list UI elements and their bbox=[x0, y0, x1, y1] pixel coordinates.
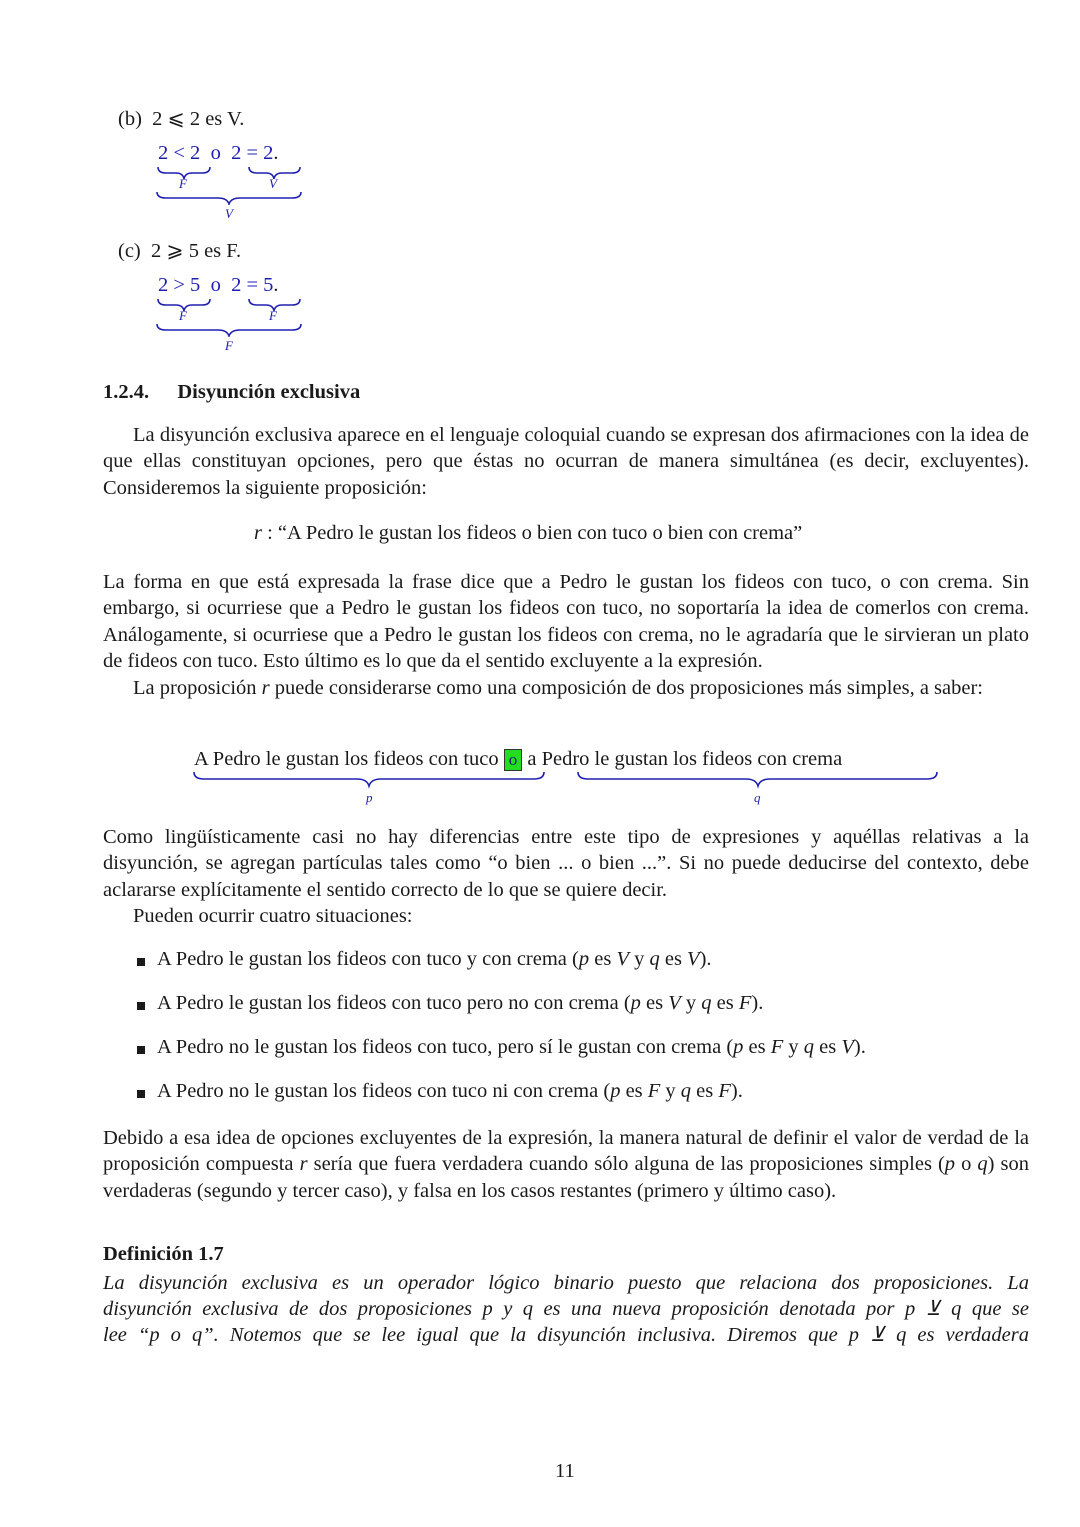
word: ). bbox=[699, 948, 712, 970]
left-comparison: 2 > 5 bbox=[158, 274, 201, 296]
var-q: q bbox=[701, 992, 712, 1014]
word: es bbox=[659, 948, 688, 970]
intro-paragraph bbox=[103, 422, 1029, 501]
word: ). bbox=[853, 1036, 866, 1058]
word: ). bbox=[730, 1080, 743, 1102]
conclusion-text: ) son verdaderas (segundo y tercer caso), y falsa en los casos restantes (primero y último caso). bbox=[103, 1153, 1030, 1202]
list-item bbox=[157, 948, 712, 971]
value-q: V bbox=[841, 1036, 854, 1058]
connector: o bbox=[210, 142, 221, 164]
section-heading bbox=[103, 381, 360, 404]
intro-text: La disyunción exclusiva aparece en el lenguaje coloquial cuando se expresan dos afirmaciones con la idea de que ellas constituyan opciones, pero que éstas no ocurran de manera simultánea (es decir, excluyentes). Consideremos la siguiente proposición: bbox=[103, 424, 1029, 499]
truth-label: F bbox=[179, 308, 187, 323]
word: y bbox=[680, 992, 702, 1014]
conclusion-text: sería que fuera verdadera cuando sólo alguna de las proposiciones simples ( bbox=[307, 1153, 945, 1176]
example-label: (c) bbox=[118, 240, 141, 262]
conclusion-paragraph bbox=[103, 1125, 1029, 1204]
word: es bbox=[589, 948, 617, 970]
split-proposition bbox=[194, 748, 842, 771]
value-p: V bbox=[616, 948, 629, 970]
example-b-expression: 2 < 2 o 2 = 2. bbox=[158, 142, 279, 164]
example-b-statement bbox=[118, 106, 244, 131]
conclusion-text: Debido a esa idea de opciones excluyentes de la expresión, la manera natural de definir el valor de verdad de la proposición compuesta bbox=[103, 1127, 1029, 1176]
truth-label: F bbox=[225, 338, 233, 353]
value-q: F bbox=[738, 992, 752, 1014]
composition-text: La proposición bbox=[133, 676, 262, 699]
word: es bbox=[711, 992, 739, 1014]
word: ). bbox=[751, 992, 764, 1014]
value-q: V bbox=[687, 948, 700, 970]
var-q: q bbox=[680, 1080, 692, 1102]
truth-label: V bbox=[269, 176, 277, 191]
p-label: p bbox=[366, 790, 373, 805]
variable-q: q bbox=[977, 1153, 988, 1176]
case-text: A Pedro le gustan los fideos con tuco pero no con crema ( bbox=[157, 992, 631, 1014]
case-text: A Pedro le gustan los fideos con tuco y con crema ( bbox=[157, 948, 579, 970]
var-p: p bbox=[630, 992, 641, 1014]
example-c-expression: 2 > 5 o 2 = 5. bbox=[158, 274, 279, 296]
four-cases-text: Pueden ocurrir cuatro situaciones: bbox=[133, 905, 413, 928]
word: es bbox=[620, 1080, 648, 1102]
definition-title: Definición 1.7 bbox=[103, 1243, 224, 1265]
proposition-text: : “A Pedro le gustan los fideos o bien con tuco o bien con crema” bbox=[267, 522, 803, 544]
proposition-q-text: a Pedro le gustan los fideos con crema bbox=[527, 748, 843, 770]
var-p: p bbox=[610, 1080, 621, 1102]
var-q: q bbox=[649, 948, 660, 970]
page-number: 11 bbox=[555, 1460, 575, 1482]
composition-variable: r bbox=[261, 676, 270, 699]
bullet-icon bbox=[137, 1046, 145, 1054]
explanation-text: La forma en que está expresada la frase dice que a Pedro le gustan los fideos con tuco, o con crema. Sin embargo, si ocurriese que a Pedro le gustan los fideos con tuco, no soportaría la idea de comerlos con crema. Análogamente, si ocurriese que a Pedro le gustan los fideos con crema, no le agradaría que le sirvieran un plato de fideos con tuco. Esto último es lo que da el sentido excluyente a la expresión. bbox=[103, 571, 1029, 673]
section-number: 1.2.4. bbox=[103, 381, 150, 403]
var-p: p bbox=[733, 1036, 744, 1058]
bullet-icon bbox=[137, 1090, 145, 1098]
value-q: F bbox=[718, 1080, 731, 1102]
value-p: F bbox=[770, 1036, 784, 1058]
xor-connector-highlight: o bbox=[504, 749, 523, 771]
bullet-icon bbox=[137, 958, 145, 966]
word: es bbox=[691, 1080, 719, 1102]
conclusion-text: o bbox=[955, 1153, 978, 1176]
explanation-paragraph bbox=[103, 569, 1029, 701]
value-p: F bbox=[647, 1080, 661, 1102]
word: y bbox=[783, 1036, 804, 1058]
example-label: (b) bbox=[118, 108, 142, 130]
truth-label: F bbox=[179, 176, 187, 191]
list-item bbox=[157, 992, 763, 1015]
underbrace-icon bbox=[192, 771, 942, 791]
word: es bbox=[814, 1036, 842, 1058]
definition-line: La disyunción exclusiva es un operador lógico binario puesto que relaciona dos proposiciones. La bbox=[103, 1272, 1029, 1294]
truth-label: F bbox=[269, 308, 277, 323]
word: es bbox=[743, 1036, 771, 1058]
example-statement: 2 ⩾ 5 es F. bbox=[151, 240, 242, 262]
var-p: p bbox=[578, 948, 590, 970]
bullet-icon bbox=[137, 1002, 145, 1010]
q-label: q bbox=[754, 790, 761, 805]
definition-line: lee “p o q”. Notemos que se lee igual que la disyunción inclusiva. Diremos que p ⊻ q es verdadera bbox=[103, 1324, 1029, 1346]
proposition-p-text: A Pedro le gustan los fideos con tuco bbox=[194, 748, 499, 770]
definition-line: disyunción exclusiva de dos proposiciones p y q es una nueva proposición denotada por p ⊻ q que se bbox=[103, 1298, 1029, 1320]
word: es bbox=[640, 992, 669, 1014]
proposition-r bbox=[254, 522, 802, 545]
example-c-statement bbox=[118, 238, 241, 263]
var-q: q bbox=[803, 1036, 815, 1058]
connector: o bbox=[210, 274, 221, 296]
variable-p: p bbox=[944, 1153, 956, 1176]
list-item bbox=[157, 1036, 866, 1059]
proposition-variable: r bbox=[254, 522, 262, 544]
case-text: A Pedro no le gustan los fideos con tuco, pero sí le gustan con crema ( bbox=[157, 1036, 734, 1058]
word: y bbox=[628, 948, 650, 970]
truth-label: V bbox=[225, 206, 233, 221]
case-text: A Pedro no le gustan los fideos con tuco ni con crema ( bbox=[157, 1080, 611, 1102]
list-item bbox=[157, 1080, 743, 1103]
value-p: V bbox=[668, 992, 681, 1014]
linguistic-paragraph bbox=[103, 824, 1029, 930]
linguistic-text: Como lingüísticamente casi no hay diferencias entre este tipo de expresiones y aquéllas relativas a la disyunción, se agregan partículas tales como “o bien ... o bien ...”. Si no puede deducirse del contexto, debe aclararse explícitamente el sentido correcto de lo que se quiere decir. bbox=[103, 826, 1029, 901]
right-comparison: 2 = 5 bbox=[231, 274, 274, 296]
word: y bbox=[660, 1080, 681, 1102]
right-comparison: 2 = 2 bbox=[231, 142, 274, 164]
section-title: Disyunción exclusiva bbox=[177, 381, 361, 403]
composition-text: puede considerarse como una composición de dos proposiciones más simples, a saber: bbox=[269, 676, 983, 699]
left-comparison: 2 < 2 bbox=[158, 142, 201, 164]
variable-r: r bbox=[299, 1153, 308, 1176]
example-statement: 2 ⩽ 2 es V. bbox=[152, 108, 245, 130]
